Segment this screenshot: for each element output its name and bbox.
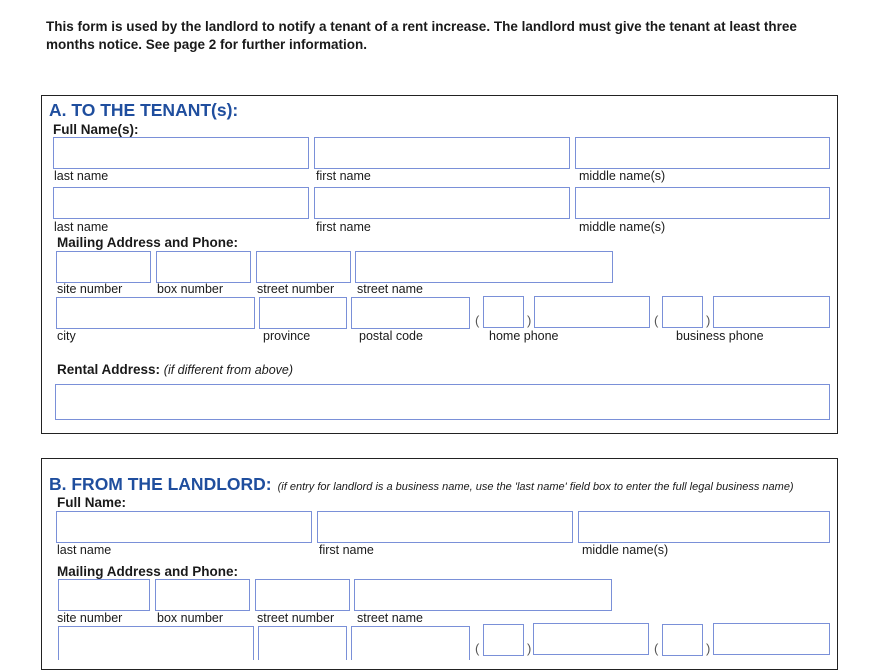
tenant-street-number-field[interactable] xyxy=(256,251,351,283)
landlord-street-number-label: street number xyxy=(257,611,335,625)
tenant1-middle-names-field[interactable] xyxy=(575,137,830,169)
section-b-title-text: B. FROM THE LANDLORD: xyxy=(49,474,272,494)
section-b-note: (if entry for landlord is a business name, use the 'last name' field box to enter the full legal business name) xyxy=(277,481,794,493)
landlord-home-phone-field[interactable] xyxy=(533,623,649,655)
tenant1-last-name-label: last name xyxy=(54,169,109,183)
tenant2-first-name-label: first name xyxy=(316,220,371,234)
landlord-box-number-label: box number xyxy=(157,611,224,625)
tenant-site-number-label: site number xyxy=(57,282,123,296)
landlord-home-area-code-field[interactable] xyxy=(483,624,524,656)
landlord-business-area-open-paren: ( xyxy=(654,641,659,656)
tenant1-first-name-label: first name xyxy=(316,169,371,183)
landlord-first-name-label: first name xyxy=(319,543,374,557)
landlord-street-name-label: street name xyxy=(357,611,424,625)
rental-address-label: Rental Address: xyxy=(57,362,161,377)
tenant-postal-code-label: postal code xyxy=(359,329,423,343)
landlord-postal-code-field[interactable] xyxy=(351,626,470,660)
tenant-full-name-heading: Full Name(s): xyxy=(53,122,139,137)
tenant2-middle-names-field[interactable] xyxy=(575,187,830,219)
tenant-mailing-heading: Mailing Address and Phone: xyxy=(57,235,239,250)
tenant-business-area-code-field[interactable] xyxy=(662,296,703,328)
section-b-title xyxy=(49,474,794,495)
form-intro: This form is used by the landlord to notify a tenant of a rent increase. The landlord must give the tenant at least three months notice. See page 2 for further information. xyxy=(46,19,797,52)
landlord-box-number-field[interactable] xyxy=(155,579,250,611)
landlord-business-phone-field[interactable] xyxy=(713,623,830,655)
tenant-home-phone-label: home phone xyxy=(489,329,559,343)
landlord-last-name-field[interactable] xyxy=(56,511,312,543)
tenant-home-area-open-paren: ( xyxy=(475,313,480,328)
tenant-site-number-field[interactable] xyxy=(56,251,151,283)
landlord-site-number-label: site number xyxy=(57,611,123,625)
tenant-business-phone-label: business phone xyxy=(676,329,764,343)
landlord-business-area-close-paren: ) xyxy=(706,641,711,656)
tenant-box-number-label: box number xyxy=(157,282,224,296)
tenant-street-number-label: street number xyxy=(257,282,335,296)
landlord-home-area-open-paren: ( xyxy=(475,641,480,656)
tenant-province-label: province xyxy=(263,329,311,343)
landlord-business-area-code-field[interactable] xyxy=(662,624,703,656)
landlord-city-field[interactable] xyxy=(58,626,254,660)
rental-address-field[interactable] xyxy=(55,384,830,420)
tenant-home-area-code-field[interactable] xyxy=(483,296,524,328)
section-a-title: A. TO THE TENANT(s): xyxy=(49,100,239,120)
tenant2-first-name-field[interactable] xyxy=(314,187,570,219)
tenant-city-field[interactable] xyxy=(56,297,255,329)
landlord-full-name-heading: Full Name: xyxy=(57,495,127,510)
tenant-box-number-field[interactable] xyxy=(156,251,251,283)
tenant1-first-name-field[interactable] xyxy=(314,137,570,169)
tenant2-last-name-field[interactable] xyxy=(53,187,309,219)
landlord-first-name-field[interactable] xyxy=(317,511,573,543)
tenant-postal-code-field[interactable] xyxy=(351,297,470,329)
tenant-street-name-label: street name xyxy=(357,282,424,296)
tenant-home-area-close-paren: ) xyxy=(527,313,532,328)
tenant-city-label: city xyxy=(57,329,76,343)
landlord-middle-names-field[interactable] xyxy=(578,511,830,543)
tenant-street-name-field[interactable] xyxy=(355,251,613,283)
landlord-last-name-label: last name xyxy=(57,543,112,557)
tenant-business-area-close-paren: ) xyxy=(706,313,711,328)
landlord-middle-names-label: middle name(s) xyxy=(582,543,669,557)
tenant1-last-name-field[interactable] xyxy=(53,137,309,169)
tenant-province-field[interactable] xyxy=(259,297,347,329)
landlord-province-field[interactable] xyxy=(258,626,347,660)
landlord-street-name-field[interactable] xyxy=(354,579,612,611)
tenant2-middle-names-label: middle name(s) xyxy=(579,220,666,234)
landlord-mailing-heading: Mailing Address and Phone: xyxy=(57,564,239,579)
tenant1-middle-names-label: middle name(s) xyxy=(579,169,666,183)
landlord-street-number-field[interactable] xyxy=(255,579,350,611)
rental-address-heading xyxy=(57,362,293,377)
tenant2-last-name-label: last name xyxy=(54,220,109,234)
tenant-home-phone-field[interactable] xyxy=(534,296,650,328)
rental-address-note: (if different from above) xyxy=(163,363,294,377)
tenant-business-phone-field[interactable] xyxy=(713,296,830,328)
landlord-site-number-field[interactable] xyxy=(58,579,150,611)
landlord-home-area-close-paren: ) xyxy=(527,641,532,656)
tenant-business-area-open-paren: ( xyxy=(654,313,659,328)
